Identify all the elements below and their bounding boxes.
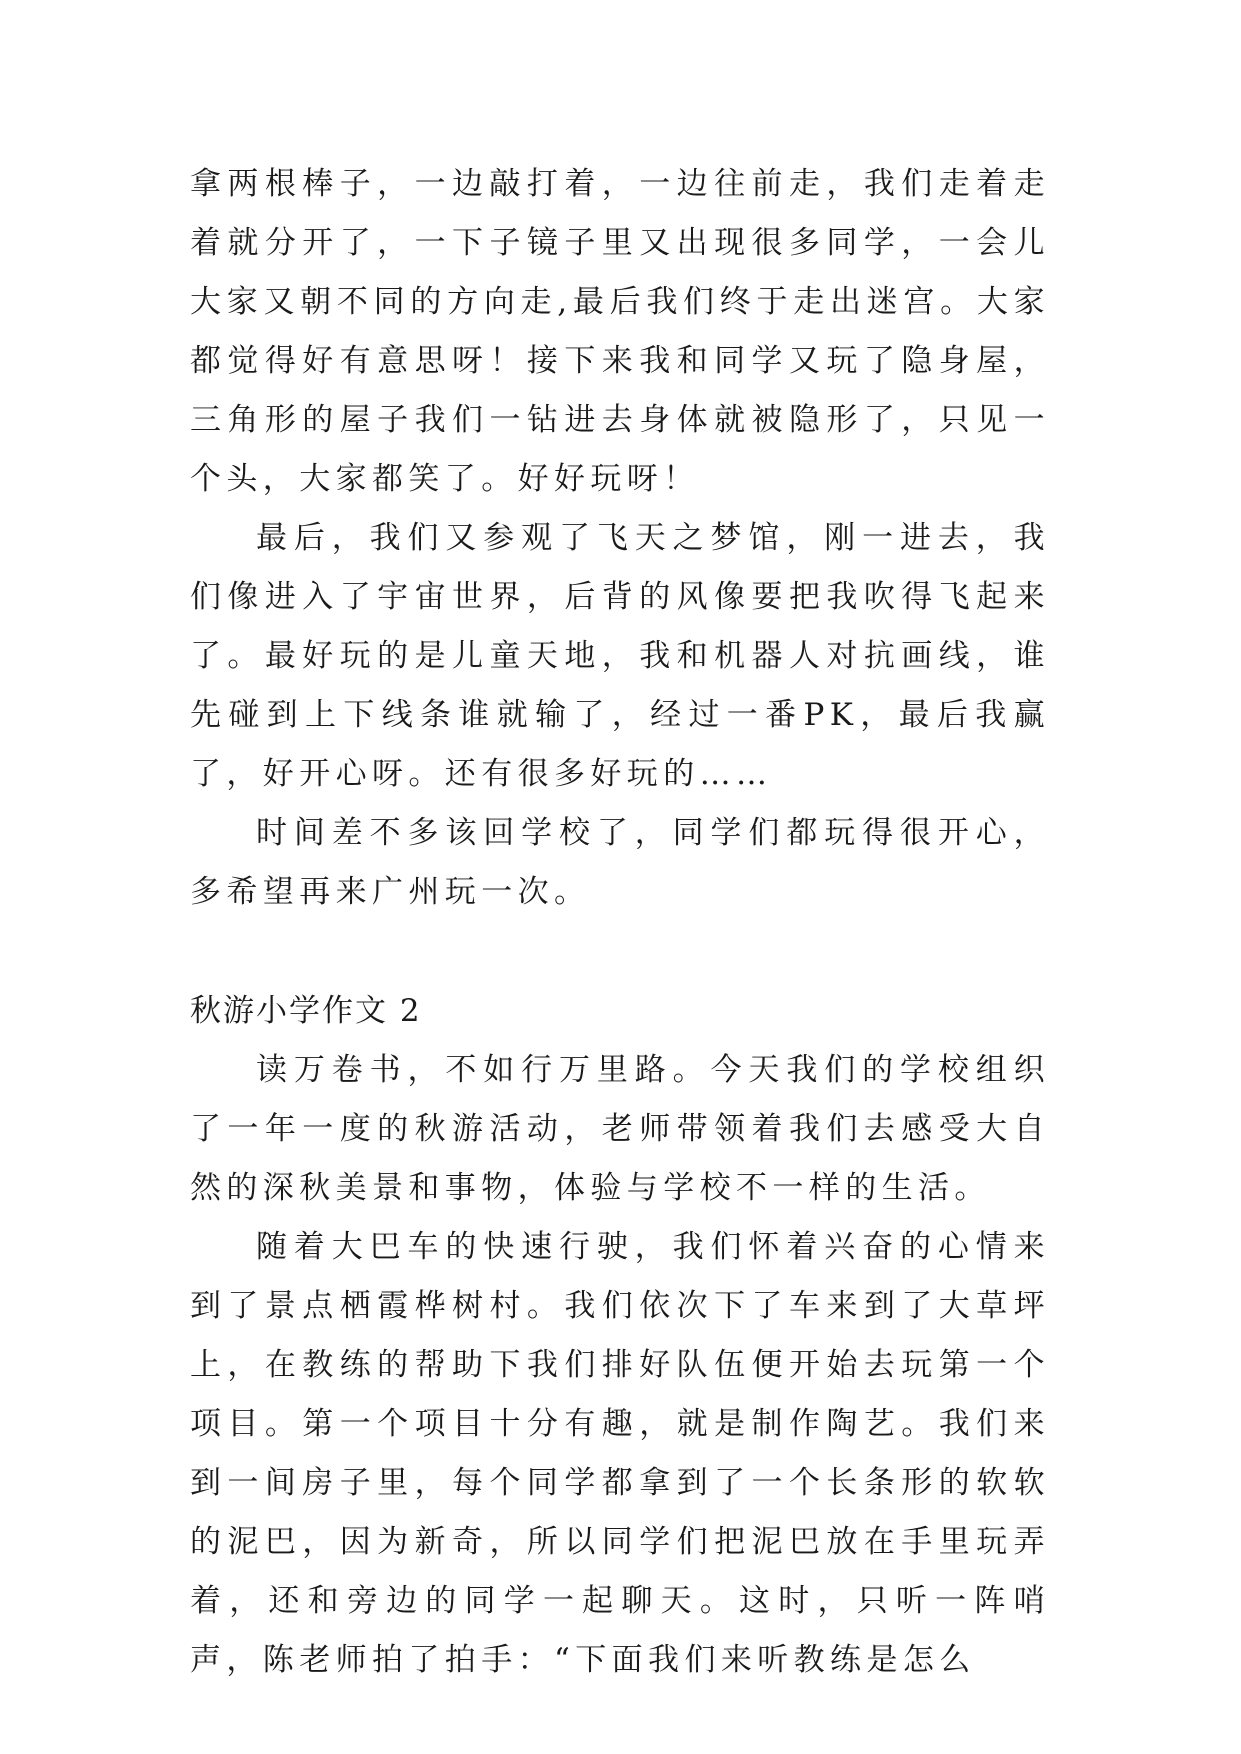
document-page	[190, 155, 1050, 1690]
paragraph-maze: 拿两根棒子，一边敲打着，一边往前走，我们走着走着就分开了，一下子镜子里又出现很多同学，一会儿大家又朝不同的方向走,最后我们终于走出迷宫。大家都觉得好有意思呀！接下来我和同学又玩了隐身屋，三角形的屋子我们一钻进去身体就被隐形了，只见一个头，大家都笑了。好好玩呀！	[190, 166, 1050, 497]
paragraph-pottery: 随着大巴车的快速行驶，我们怀着兴奋的心情来到了景点栖霞桦树村。我们依次下了车来到了大草坪上，在教练的帮助下我们排好队伍便开始去玩第一个项目。第一个项目十分有趣，就是制作陶艺。我们来到一间房子里，每个同学都拿到了一个长条形的软软的泥巴，因为新奇，所以同学们把泥巴放在手里玩弄着，还和旁边的同学一起聊天。这时，只听一阵哨声，陈老师拍了拍手：“下面我们来听教练是怎么	[190, 1229, 1050, 1678]
section-title: 秋游小学作文 2	[190, 993, 422, 1029]
paragraph-flying-dream-hall: 最后，我们又参观了飞天之梦馆，刚一进去，我们像进入了宇宙世界，后背的风像要把我吹得飞起来了。最好玩的是儿童天地，我和机器人对抗画线，谁先碰到上下线条谁就输了，经过一番PK，最后我赢了，好开心呀。还有很多好玩的……	[190, 520, 1050, 792]
paragraph-return-school: 时间差不多该回学校了，同学们都玩得很开心，多希望再来广州玩一次。	[190, 815, 1050, 910]
paragraph-intro: 读万卷书，不如行万里路。今天我们的学校组织了一年一度的秋游活动，老师带领着我们去感受大自然的深秋美景和事物，体验与学校不一样的生活。	[190, 1052, 1050, 1206]
section-spacer	[190, 922, 1050, 982]
